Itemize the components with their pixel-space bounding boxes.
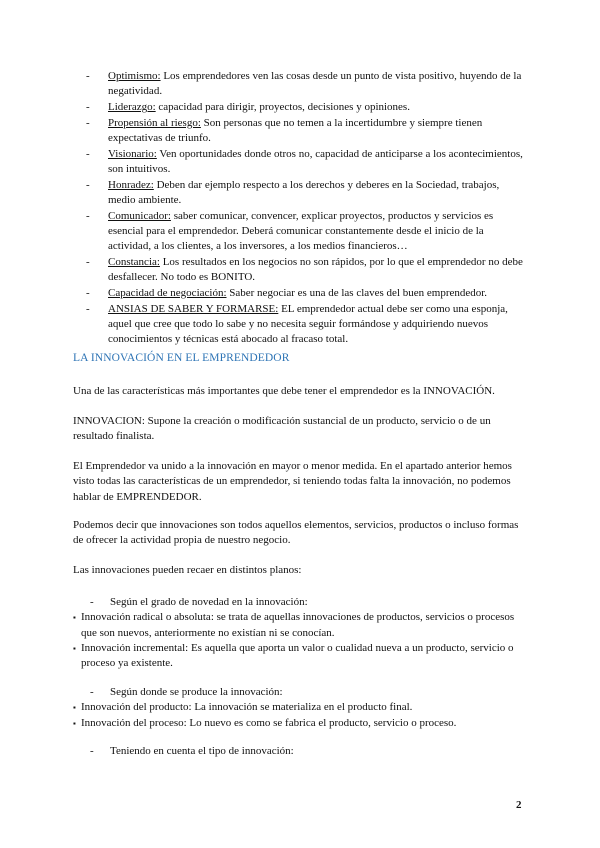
list-dash: - [90, 745, 94, 757]
trait-term: Constancia: [108, 256, 160, 268]
trait-description: EL emprendedor actual debe ser como una esponja, aquel que cree que todo lo sabe y no necesita seguir formándose y adquiriendo nuevos conocimientos y técnicas está abocado al fracaso total. [108, 302, 508, 346]
trait-description: Ven oportunidades donde otros no, capacidad de anticiparse a los acontecimientos, son intuitivos. [108, 147, 523, 175]
bullet-square-icon: ▪ [73, 718, 76, 728]
list-dash: - [86, 287, 90, 299]
trait-item [86, 302, 526, 348]
innovation-group [73, 685, 528, 731]
group-title: - Según el grado de novedad en la innovación: [73, 595, 528, 610]
trait-term: Capacidad de negociación: [108, 287, 227, 299]
section-heading: LA INNOVACIÓN EN EL EMPRENDEDOR [73, 352, 290, 364]
bullet-square-icon: ▪ [73, 703, 76, 713]
trait-description: Los resultados en los negocios no son rápidos, por lo que el emprendedor no debe desfallecer. No todo es BONITO. [108, 256, 523, 284]
trait-description: capacidad para dirigir, proyectos, decisiones y opiniones. [155, 101, 410, 113]
list-item: ▪ Innovación radical o absoluta: se trata de aquellas innovaciones de productos, servicios o procesos que son nuevos, anteriormente no existían ni se conocían. [73, 610, 528, 641]
page-number: 2 [516, 799, 522, 811]
trait-term: ANSIAS DE SABER Y FORMARSE: [108, 302, 279, 315]
list-dash: - [86, 302, 90, 315]
trait-term: Comunicador: [108, 209, 171, 222]
trait-item [86, 116, 526, 146]
list-item: ▪ Innovación del producto: La innovación se materializa en el producto final. [73, 700, 528, 715]
innovation-group [73, 595, 528, 671]
trait-item [86, 209, 526, 255]
list-item: ▪ Innovación incremental: Es aquella que aporta un valor o cualidad nueva a un producto, servicio o proceso ya existente. [73, 641, 528, 672]
list-dash: - [86, 116, 90, 129]
list-dash: - [86, 256, 90, 268]
trait-term: Honradez: [108, 178, 154, 191]
bullet-square-icon: ▪ [73, 643, 76, 653]
trait-description: Saber negociar es una de las claves del buen emprendedor. [226, 287, 488, 299]
group-title: - Según donde se produce la innovación: [73, 685, 528, 700]
paragraph: El Emprendedor va unido a la innovación en mayor o menor medida. En el apartado anterior hemos visto todas las características de un emprendedor, si teniendo todas falta la innovación, no podemos hablar de EMPRENDEDOR. [73, 460, 512, 503]
list-dash: - [86, 147, 90, 160]
list-item: ▪ Innovación del proceso: Lo nuevo es como se fabrica el producto, servicio o proceso. [73, 716, 528, 731]
list-dash: - [90, 596, 94, 608]
entrepreneur-traits-list [86, 69, 526, 348]
list-dash: - [86, 178, 90, 191]
paragraph: Las innovaciones pueden recaer en distintos planos: [73, 564, 302, 576]
trait-term: Liderazgo: [108, 101, 156, 113]
trait-item [86, 255, 526, 285]
list-dash: - [86, 101, 90, 113]
list-dash: - [90, 686, 94, 698]
trait-term: Optimismo: [108, 70, 161, 82]
trait-term: Visionario: [108, 147, 157, 160]
list-dash: - [86, 70, 90, 82]
paragraph: Podemos decir que innovaciones son todos aquellos elementos, servicios, productos o incluso formas de ofrecer la actividad propia de nuestro negocio. [73, 519, 519, 547]
trait-item [86, 286, 526, 301]
trait-item [86, 100, 526, 115]
trait-description: saber comunicar, convencer, explicar proyectos, productos y servicios es esencial para el emprendedor. Deberá comunicar constantemente desde el inicio de la actividad, a los clientes, a los inversores, a los medios financieros… [108, 209, 494, 253]
innovation-group [73, 744, 528, 759]
bullet-square-icon: ▪ [73, 613, 76, 623]
trait-item [86, 147, 526, 177]
trait-description: Deben dar ejemplo respecto a los derechos y deberes en la Sociedad, trabajos, medio ambiente. [108, 178, 500, 206]
trait-item [86, 69, 526, 99]
paragraph: INNOVACION: Supone la creación o modificación sustancial de un producto, servicio o de un resultado finalista. [73, 415, 491, 443]
list-dash: - [86, 209, 90, 222]
trait-term: Propensión al riesgo: [108, 116, 201, 129]
group-title: - Teniendo en cuenta el tipo de innovación: [73, 744, 528, 759]
trait-item [86, 178, 526, 208]
trait-description: Son personas que no temen a la incertidumbre y siempre tienen expectativas de triunfo. [108, 116, 483, 144]
paragraph: Una de las características más importantes que debe tener el emprendedor es la INNOVACIÓN. [73, 385, 495, 397]
trait-description: Los emprendedores ven las cosas desde un punto de vista positivo, huyendo de la negatividad. [108, 70, 522, 98]
